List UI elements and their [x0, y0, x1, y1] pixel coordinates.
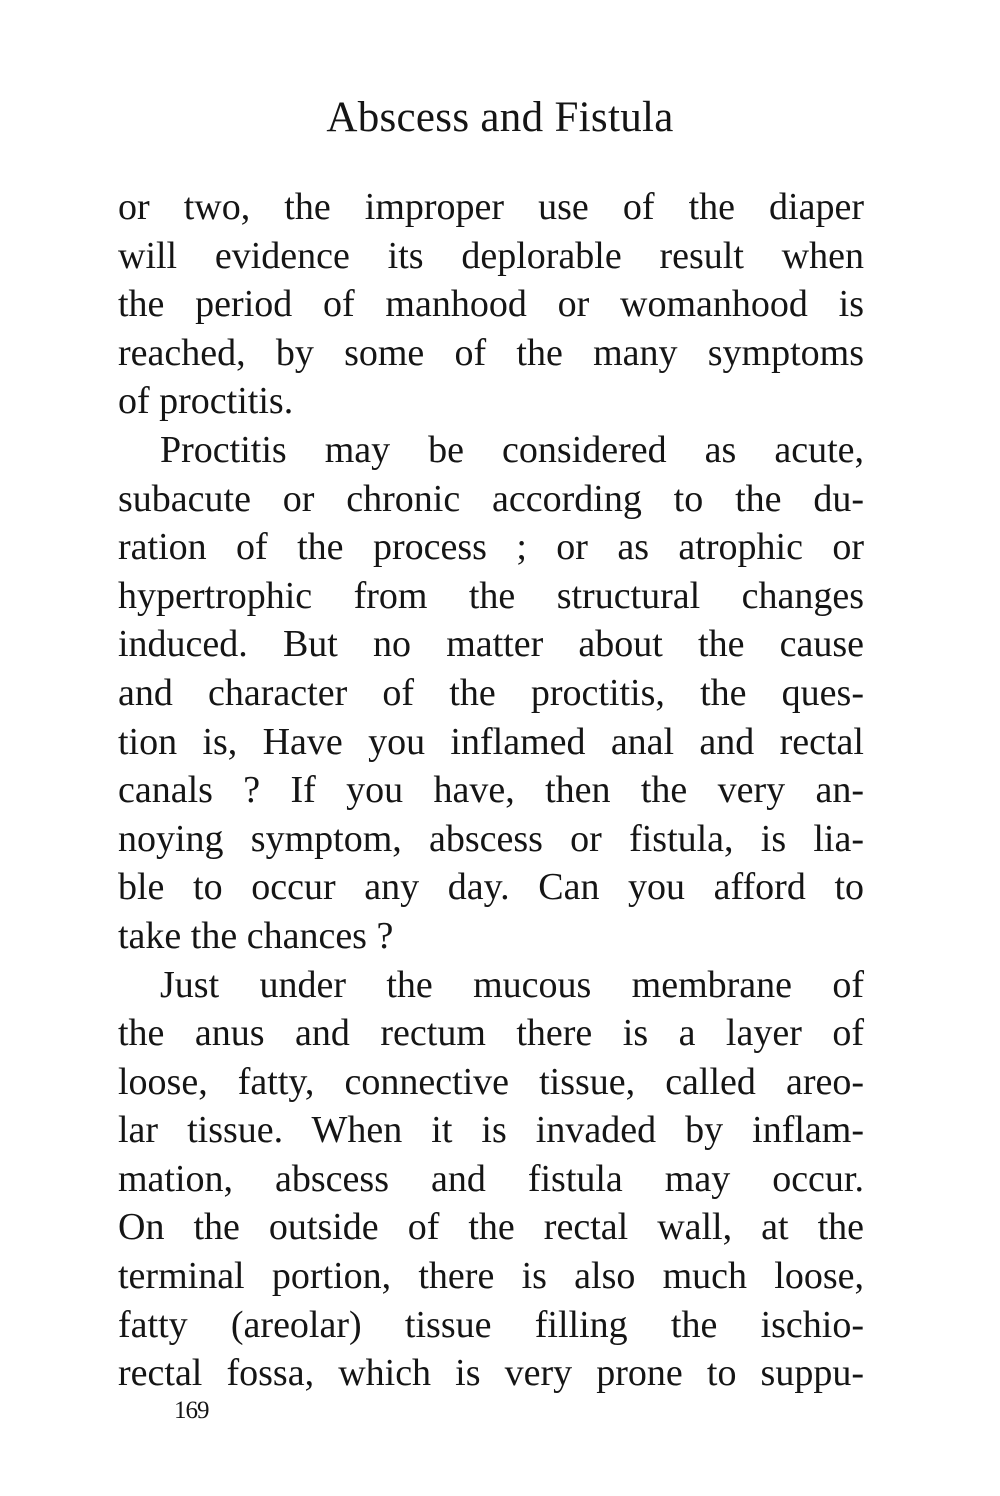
text-line: and character of the proctitis, the ques-: [118, 671, 864, 714]
text-line: the period of manhood or womanhood is: [118, 283, 864, 326]
text-line: tion is, Have you inflamed anal and rectal: [118, 720, 864, 763]
text-line: On the outside of the rectal wall, at the: [118, 1206, 864, 1249]
text-line: fatty (areolar) tissue filling the ischio-: [118, 1303, 864, 1346]
text-line: mation, abscess and fistula may occur.: [118, 1157, 864, 1200]
text-line: Just under the mucous membrane of: [160, 963, 864, 1006]
text-line: take the chances ?: [118, 914, 394, 957]
text-line: rectal fossa, which is very prone to suppu-: [118, 1352, 864, 1395]
text-line: will evidence its deplorable result when: [118, 234, 864, 277]
text-line: Proctitis may be considered as acute,: [160, 428, 864, 471]
running-title: Abscess and Fistula: [326, 94, 674, 141]
text-line: lar tissue. When it is invaded by inflam-: [118, 1109, 864, 1152]
page-number: 169: [174, 1397, 209, 1424]
text-line: the anus and rectum there is a layer of: [118, 1012, 864, 1055]
text-line: hypertrophic from the structural changes: [118, 574, 864, 617]
text-line: of proctitis.: [118, 380, 294, 423]
text-line: or two, the improper use of the diaper: [118, 186, 864, 228]
text-line: loose, fatty, connective tissue, called areo-: [118, 1060, 864, 1103]
text-line: ble to occur any day. Can you afford to: [118, 866, 864, 909]
text-line: reached, by some of the many symptoms: [118, 331, 864, 374]
body-text: [118, 183, 864, 1398]
text-line: subacute or chronic according to the du-: [118, 477, 864, 520]
text-line: noying symptom, abscess or fistula, is lia-: [118, 817, 864, 860]
text-line: canals ? If you have, then the very an-: [118, 769, 864, 812]
text-line: ration of the process ; or as atrophic or: [118, 526, 864, 569]
text-line: terminal portion, there is also much loose,: [118, 1255, 864, 1298]
text-line: induced. But no matter about the cause: [118, 623, 864, 666]
